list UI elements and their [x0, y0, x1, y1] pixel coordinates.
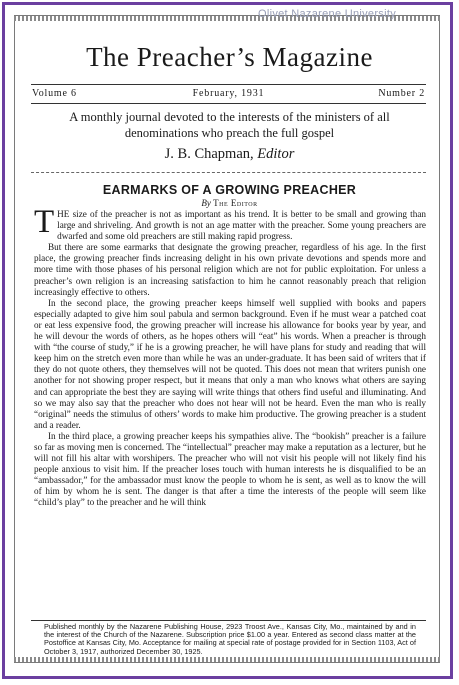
article-byline: [0, 198, 459, 208]
masthead-top-rule: [31, 84, 426, 85]
article-paragraph: In the second place, the growing preacher keeps himself well supplied with books and papers especially adapted to give him soul pabula and sermon background. Even if he must wear a patched coat or eat less expensive food, the growing preacher will increase his allowance for books year by year, and he will devour the words of others, as he hopes others will “eat” his words. When a preacher is through with “the course of study,” if he is a growing preacher, he will have plans for study and reading that will keep him on the stretch even more than while he was an under-graduate. It has been said of writers that if they do not quote others, they themselves will not be quoted. This does not mean that writers punish one another for not showing proper respect, but it means that only a man who knows what others are saying and can appropriate the best they are saying will write things that others find useful and illuminating. And so we may also say that the preacher who does not hear will not be heard. Even the man who is really “original” needs the stimulus of others’ words to make him productive. The growing preacher is a student and a reader.: [34, 297, 426, 430]
byline-author: The Editor: [213, 198, 258, 208]
byline-by: By: [201, 198, 211, 208]
issue-date: February, 1931: [192, 88, 265, 99]
magazine-title: The Preacher’s Magazine: [86, 42, 373, 72]
editor-role: Editor: [257, 146, 295, 162]
library-stamp: Olivet Nazarene University: [258, 8, 397, 20]
issue-info-row: [32, 88, 425, 101]
bottom-decorative-border: [14, 657, 440, 662]
editor-name: J. B. Chapman,: [164, 146, 254, 162]
masthead-bottom-rule: [31, 103, 426, 104]
article-paragraph: [34, 204, 426, 242]
editor-line: [0, 146, 459, 163]
volume-label: Volume 6: [32, 88, 77, 99]
publication-notice: Published monthly by the Nazarene Publishing House, 2923 Troost Ave., Kansas City, Mo., maintained by and in the interest of the Church of the Nazarene. Subscription price $1.00 a year. Entered as second class matter at the Postoffice at Kansas City, Mo. Acceptance for mailing at special rate of postage provided for in Section 1103, Act of October 3, 1917, authorized December 30, 1925.: [44, 622, 416, 656]
article-title: EARMARKS OF A GROWING PREACHER: [102, 183, 357, 197]
footer-rule: [31, 620, 426, 621]
issue-number: Number 2: [378, 88, 425, 99]
section-divider: [31, 172, 426, 173]
article-paragraph: But there are some earmarks that designate the growing preacher, regardless of his age. In the first place, the growing preacher finds increasing delight in his own private devotions and spends more and more time with those phases of his personal religion which are not for public exploitation. For unless a preacher’s own religion is an increasing satisfaction to him he cannot reasonably preach that religion increasingly effective to others.: [34, 242, 426, 297]
paragraph-text: HE size of the preacher is not as important as his trend. It is better to be small and growing than large and shriveling. And growth is not an age matter with the preacher. Some young preachers are dwarfed and some old preachers are still making rapid progress.: [57, 209, 426, 242]
article-paragraph: In the third place, a growing preacher keeps his sympathies alive. The “bookish” preacher is a failure so far as moving men is concerned. The “intellectual” preacher may make a reputation as a lecturer, but he will not fill his altar with worshipers. The preacher who will not visit his people will not likely find his people anxious to visit him. If the preacher loses touch with human interests he is disqualified to be an “ambassador,” for the ambassador must know the people to whom he is sent, as well as to know the will of him by whom he is sent. The danger is that after a time the interests of the people will seem like “child’s play” to the preacher and he will think: [34, 430, 426, 508]
drop-cap: T: [34, 204, 55, 240]
magazine-subtitle: A monthly journal devoted to the interests of the ministers of all denominations who preach the full gospel: [69, 110, 390, 140]
article-body: [34, 204, 426, 509]
